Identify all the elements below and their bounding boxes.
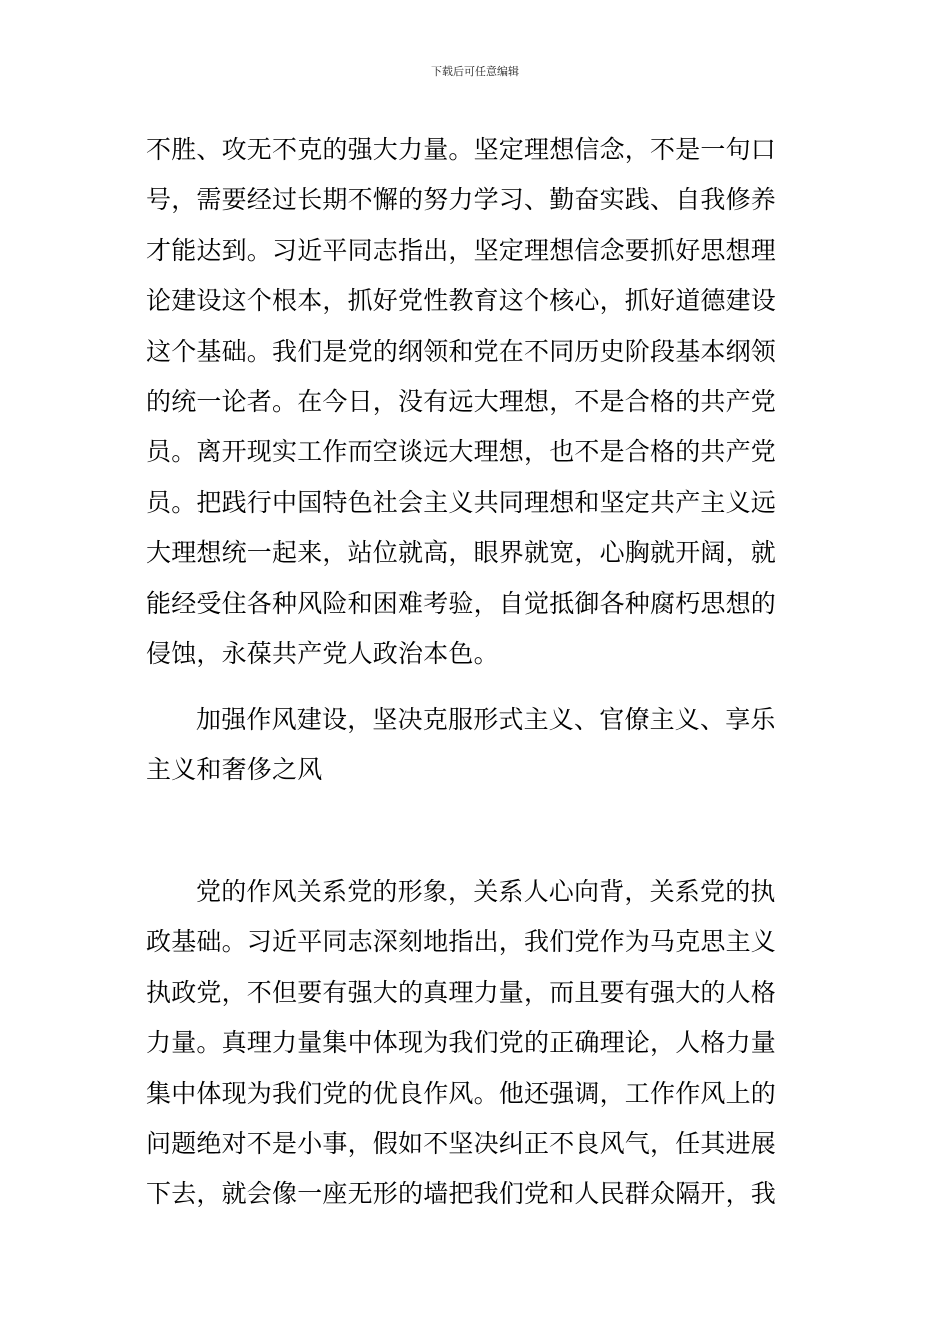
text-line: 论建设这个根本，抓好党性教育这个核心，抓好道德建设	[146, 286, 777, 316]
text-line: 下去，就会像一座无形的墙把我们党和人民群众隔开，我	[146, 1179, 777, 1209]
text-line: 力量。真理力量集中体现为我们党的正确理论，人格力量	[146, 1028, 777, 1058]
text-line: 集中体现为我们党的优良作风。他还强调，工作作风上的	[146, 1078, 777, 1108]
text-line: 才能达到。习近平同志指出，坚定理想信念要抓好思想理	[146, 235, 777, 265]
text-line: 的统一论者。在今日，没有远大理想，不是合格的共产党	[146, 387, 777, 417]
text-line: 号，需要经过长期不懈的努力学习、勤奋实践、自我修养	[146, 185, 777, 215]
page-header: 下载后可任意编辑	[431, 65, 519, 78]
text-line: 问题绝对不是小事，假如不坚决纠正不良风气，任其进展	[146, 1129, 777, 1159]
text-line: 员。把践行中国特色社会主义共同理想和坚定共产主义远	[146, 487, 777, 517]
paragraph-ideals	[146, 125, 810, 679]
text-line: 能经受住各种风险和困难考验，自觉抵御各种腐朽思想的	[146, 588, 777, 618]
text-line: 员。离开现实工作而空谈远大理想，也不是合格的共产党	[146, 437, 777, 467]
text-line: 这个基础。我们是党的纲领和党在不同历史阶段基本纲领	[146, 336, 777, 366]
text-line: 党的作风关系党的形象，关系人心向背，关系党的执	[196, 877, 776, 906]
text-line: 执政党，不但要有强大的真理力量，而且要有强大的人格	[146, 977, 777, 1007]
heading-line: 主义和奢侈之风	[146, 755, 323, 785]
text-line: 政基础。习近平同志深刻地指出，我们党作为马克思主义	[146, 927, 777, 957]
text-line: 侵蚀，永葆共产党人政治本色。	[146, 639, 499, 669]
text-line: 不胜、攻无不克的强大力量。坚定理想信念，不是一句口	[146, 135, 777, 164]
paragraph-work-style	[146, 867, 810, 1220]
heading-line: 加强作风建设，坚决克服形式主义、官僚主义、享乐	[196, 705, 776, 734]
section-heading	[146, 695, 810, 796]
text-line: 大理想统一起来，站位就高，眼界就宽，心胸就开阔，就	[146, 538, 777, 568]
